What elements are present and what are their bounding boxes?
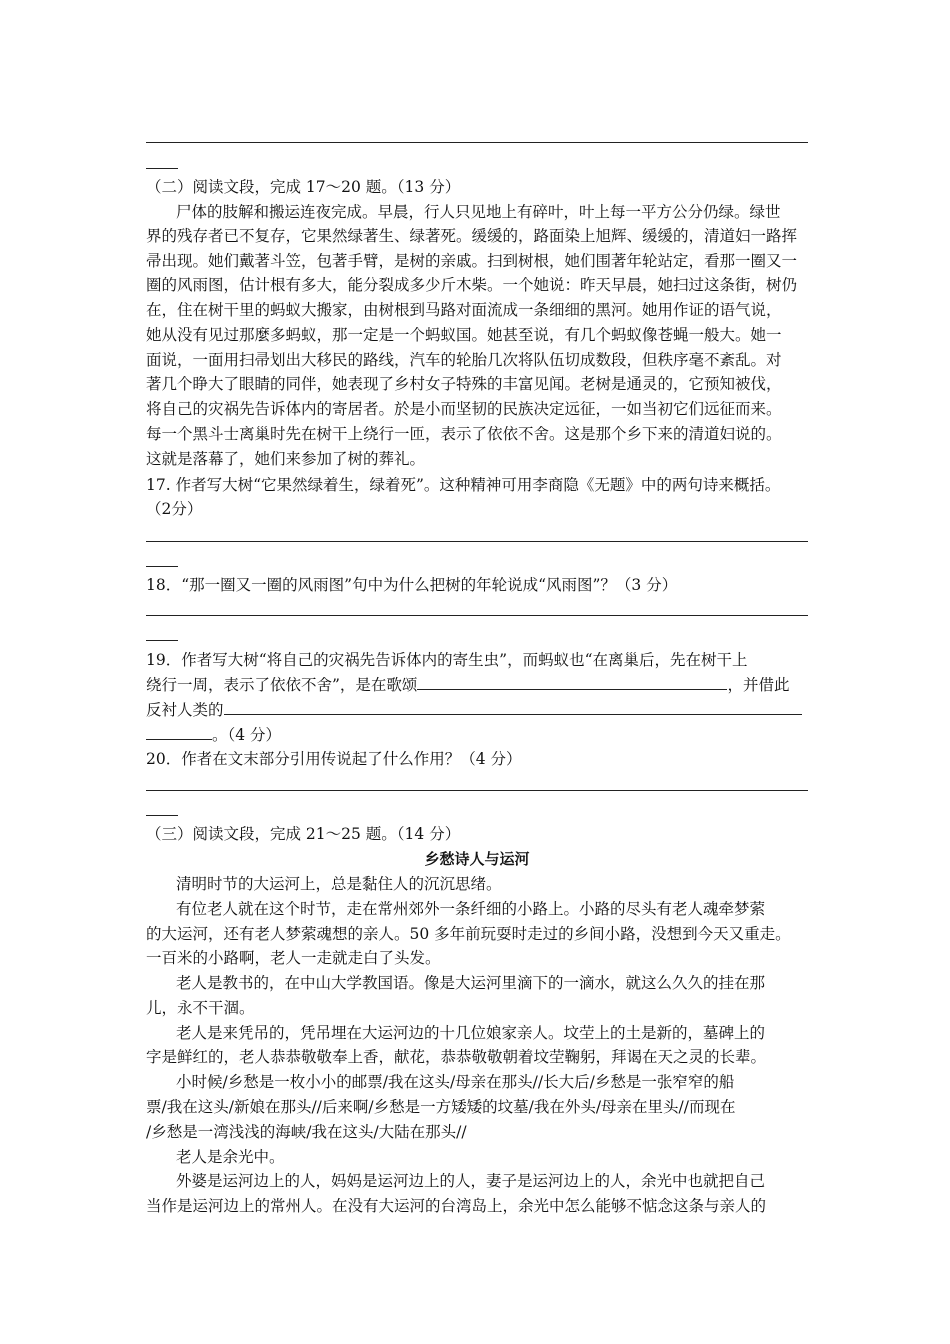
answer-line bbox=[146, 142, 808, 143]
poem-line: 小时候/乡愁是一枚小小的邮票/我在这头/母亲在那头//长大后/乡愁是一张窄窄的船 bbox=[176, 1073, 735, 1091]
passage-line: 老人是教书的，在中山大学教国语。像是大运河里滴下的一滴水，就这么久久的挂在那 bbox=[176, 974, 766, 992]
passage-line: 清明时节的大运河上，总是黏住人的沉沉思绪。 bbox=[176, 875, 502, 893]
question-19-line-1: 19．作者写大树“将自己的灾祸先告诉体内的寄生虫”，而蚂蚁也“在离巢后，先在树干上 bbox=[146, 651, 748, 669]
passage-line: 老人是余光中。 bbox=[176, 1148, 285, 1166]
poem-line: 票/我在这头/新娘在那头//后来啊/乡愁是一方矮矮的坟墓/我在外头/母亲在里头//而现在 bbox=[146, 1098, 736, 1116]
passage-title: 乡愁诗人与运河 bbox=[424, 850, 530, 868]
question-18: 18．“那一圈又一圈的风雨图”句中为什么把树的年轮说成“风雨图”？（3 分） bbox=[146, 576, 678, 594]
passage-line: 这就是落幕了，她们来参加了树的葬礼。 bbox=[146, 450, 426, 468]
answer-line-stub bbox=[146, 168, 178, 169]
passage-line: 的大运河，还有老人梦萦魂想的亲人。50 多年前玩耍时走过的乡间小路，没想到今天又重走。 bbox=[146, 925, 791, 943]
question-19-text: 绕行一周，表示了依依不舍”，是在歌颂 bbox=[146, 676, 418, 694]
passage-line: 尸体的肢解和搬运连夜完成。早晨，行人只见地上有碎叶，叶上每一平方公分仍绿。绿世 bbox=[176, 203, 781, 221]
passage-line: 界的残存者已不复存，它果然绿著生、绿著死。缓缓的，路面染上旭辉、缓缓的，清道妇一路挥 bbox=[146, 227, 798, 245]
poem-line: /乡愁是一湾浅浅的海峡/我在这头/大陆在那头// bbox=[146, 1123, 467, 1141]
passage-line: 有位老人就在这个时节，走在常州郊外一条纤细的小路上。小路的尽头有老人魂牵梦萦 bbox=[176, 900, 766, 918]
fill-blank-contrast[interactable] bbox=[224, 697, 802, 715]
section-2-header: （二）阅读文段，完成 17～20 题。（13 分） bbox=[146, 178, 461, 196]
passage-line: 将自己的灾祸先告诉体内的寄居者。於是小而坚韧的民族决定远征，一如当初它们远征而来。 bbox=[146, 400, 782, 418]
passage-line: 一百米的小路啊，老人一走就走白了头发。 bbox=[146, 949, 441, 967]
passage-line: 每一个黑斗士离巢时先在树干上绕行一匝，表示了依依不舍。这是那个乡下来的清道妇说的。 bbox=[146, 425, 782, 443]
passage-line: 面说，一面用扫帚划出大移民的路线，汽车的轮胎几次将队伍切成数段，但秩序毫不紊乱。对 bbox=[146, 351, 782, 369]
passage-line: 著几个睁大了眼睛的同伴，她表现了乡村女子特殊的丰富见闻。老树是通灵的，它预知被伐， bbox=[146, 375, 782, 393]
answer-line-stub[interactable] bbox=[146, 566, 178, 567]
passage-line: 老人是来凭吊的，凭吊埋在大运河边的十几位娘家亲人。坟茔上的土是新的，墓碑上的 bbox=[176, 1024, 766, 1042]
passage-line: 儿，永不干涸。 bbox=[146, 999, 255, 1017]
passage-line: 在，住在树干里的蚂蚁大搬家，由树根到马路对面流成一条细细的黑河。她用作证的语气说， bbox=[146, 301, 782, 319]
question-19-line-2 bbox=[146, 672, 808, 696]
answer-line[interactable] bbox=[146, 790, 808, 791]
passage-line: 她从没有见过那麼多蚂蚁，那一定是一个蚂蚁国。她甚至说，有几个蚂蚁像苍蝇一般大。她一 bbox=[146, 326, 782, 344]
passage-line: 帚出现。她们戴著斗笠，包著手臂，是树的亲戚。扫到树根，她们围著年轮站定，看那一圈又一 bbox=[146, 252, 798, 270]
question-17: 17. 作者写大树“它果然绿着生，绿着死”。这种精神可用李商隐《无题》中的两句诗来概括。 bbox=[146, 476, 781, 494]
passage-line: 圈的风雨图，估计根有多大，能分裂成多少斤木柴。一个她说：昨天早晨，她扫过这条街，树仍 bbox=[146, 276, 798, 294]
question-19-text: 反衬人类的 bbox=[146, 701, 224, 719]
passage-line: 外婆是运河边上的人，妈妈是运河边上的人，妻子是运河边上的人，余光中也就把自己 bbox=[176, 1172, 766, 1190]
fill-blank-praise[interactable] bbox=[417, 672, 727, 690]
answer-line-stub[interactable] bbox=[146, 640, 178, 641]
fill-blank-contrast-cont[interactable] bbox=[146, 722, 212, 740]
question-19-text: ，并借此 bbox=[727, 676, 790, 694]
question-19-line-4 bbox=[146, 722, 808, 746]
question-20: 20．作者在文末部分引用传说起了什么作用？（4 分） bbox=[146, 750, 522, 768]
answer-line-stub[interactable] bbox=[146, 815, 178, 816]
answer-line[interactable] bbox=[146, 541, 808, 542]
question-19-line-3 bbox=[146, 697, 808, 721]
section-3-header: （三）阅读文段，完成 21～25 题。（14 分） bbox=[146, 825, 461, 843]
question-19-points: 。（4 分） bbox=[212, 726, 282, 744]
question-17-points: （2分） bbox=[146, 500, 203, 518]
passage-line: 当作是运河边上的常州人。在没有大运河的台湾岛上，余光中怎么能够不惦念这条与亲人的 bbox=[146, 1197, 767, 1215]
passage-line: 字是鲜红的，老人恭恭敬敬奉上香，献花，恭恭敬敬朝着坟茔鞠躬，拜谒在天之灵的长辈。 bbox=[146, 1048, 767, 1066]
answer-line[interactable] bbox=[146, 615, 808, 616]
